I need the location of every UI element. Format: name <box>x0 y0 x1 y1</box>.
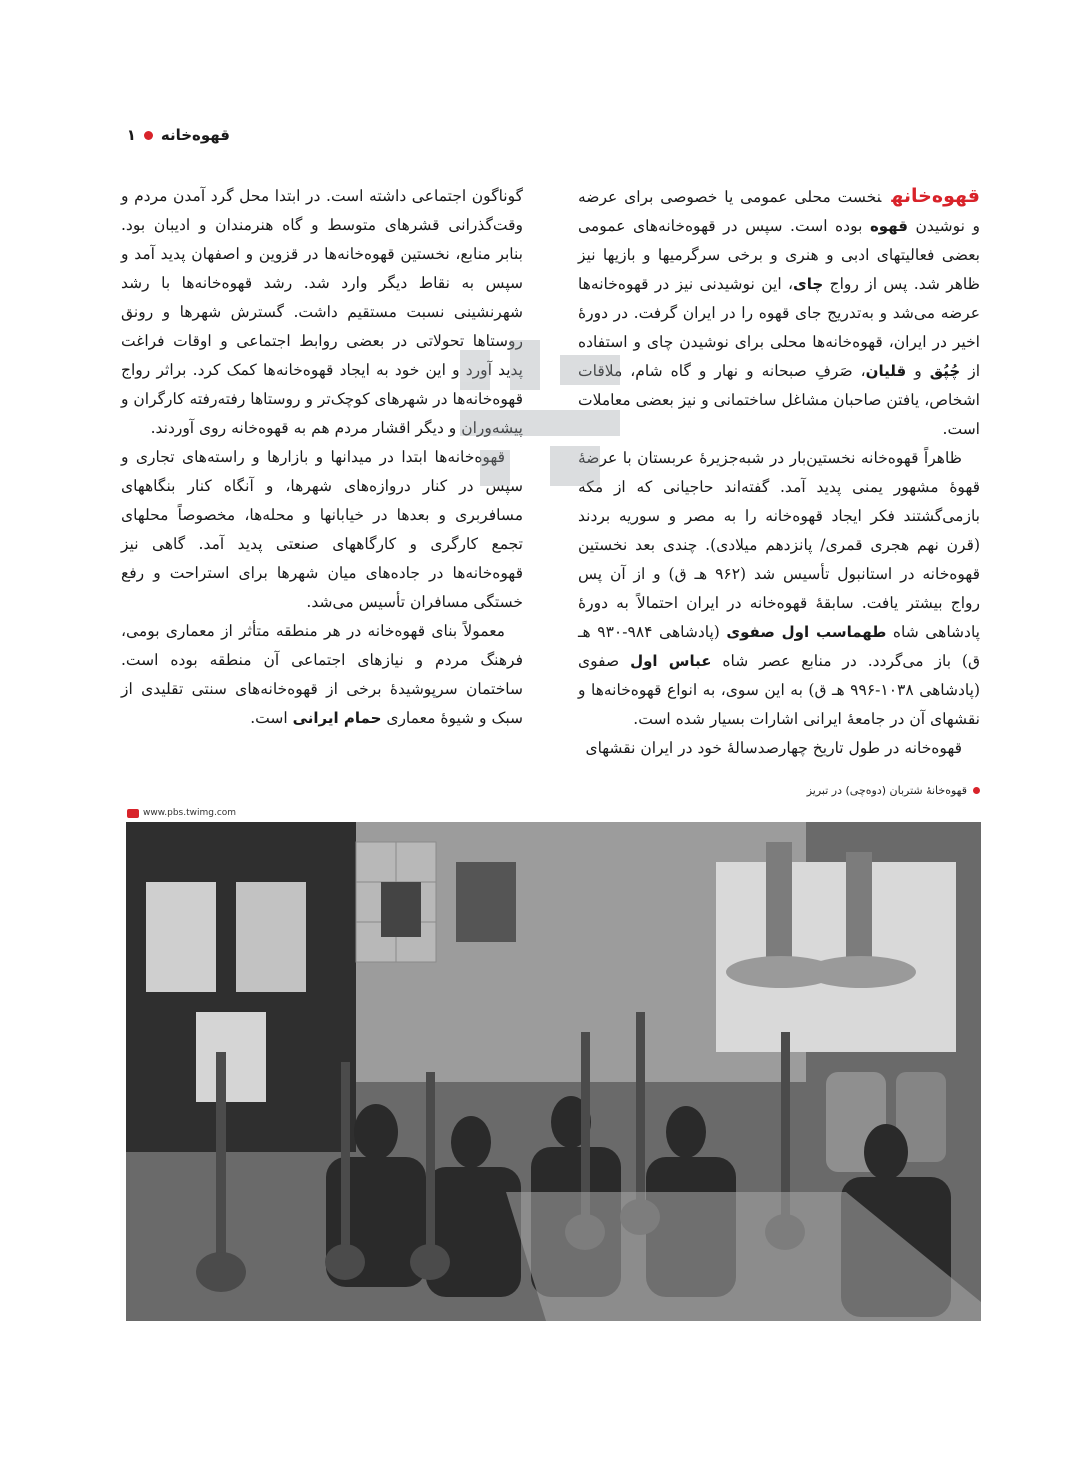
red-dot-icon <box>144 131 153 140</box>
link-abbas[interactable]: عباس اول <box>630 652 712 670</box>
paragraph-6: معمولاً بنای قهوه‌خانه در هر منطقه متأثر از معماری بومی، فرهنگ مردم و نیازهای اجتماعی آن منطقه بوده است. ساختمان سرپوشیدهٔ برخی از قهوه‌خانه‌های سنتی تقلیدی از سبک و شیوهٔ معماری حمام ایرانی است. <box>121 622 523 727</box>
photo-illustration <box>126 822 981 1321</box>
figure-caption <box>640 780 980 800</box>
header-title: قهوه‌خانه <box>160 126 230 144</box>
text-column-right <box>578 182 980 763</box>
paragraph-4: گوناگون اجتماعی داشته است. در ابتدا محل گرد آمدن مردم و وقت‌گذرانی قشرهای متوسط و گاه هنرمندان و ادیبان بود. بنابر منابع، نخستین قهوه‌خانه‌ها در قزوین و اصفهان پدید آمد و سپس به نقاط دیگر وارد شد. رشد قهوه‌خانه‌ها با رشد شهرنشینی نسبت مستقیم داشت. گسترش شهرها و رونق روستاها تحولاتی در بعضی روابط اجتماعی و اوقات فراغت پدید آورد و این خود به ایجاد قهوه‌خانه‌ها کمک کرد. براثر رواج قهوه‌خانه‌ها در شهرهای کوچک‌تر و روستاها رفته‌رفته کارگران و پیشه‌وران و دیگر اقشار مردم هم به قهوه‌خانه روی آوردند. <box>121 187 523 437</box>
link-tahmasp[interactable]: طهماسب اول صفوی <box>726 623 887 641</box>
source-url[interactable]: www.pbs.twimg.com <box>143 808 237 818</box>
paragraph-3: قهوه‌خانه در طول تاریخ چهارصدسالهٔ خود در ایران نقشهای <box>585 739 962 757</box>
paragraph-1: قهوه‌خانهنخست محلی عمومی یا خصوصی برای عرضه و نوشیدن قهوه بوده است. سپس در قهوه‌خانه‌های عمومی بعضی فعالیتهای ادبی و هنری و برخی سرگرمیها و بازیها نیز ظاهر شد. پس از رواج چای، این نوشیدنی نیز در قهوه‌خانه‌ها عرضه می‌شد و به‌تدریج جای قهوه را در ایران گرفت. در دورهٔ اخیر در ایران، قهوه‌خانه‌ها محلی برای نوشیدن چای و استفاده از چُپُق و قلیان، صَرفِ صبحانه و نهار و گاه شام، ملاقات اشخاص، یافتن صاحبان مشاغل ساختمانی و نیز بعضی معاملات است. <box>578 185 981 438</box>
link-pipe[interactable]: چُپُق <box>929 362 961 380</box>
link-tea[interactable]: چای <box>793 275 824 293</box>
image-source <box>127 806 236 820</box>
caption-text: قهوه‌خانهٔ شتربان (دوه‌چی) در تبریز <box>806 783 967 797</box>
link-hookah[interactable]: قلیان <box>865 362 907 380</box>
text-column-left <box>121 182 523 733</box>
photo-coffeehouse <box>126 822 981 1321</box>
entry-term: قهوه‌خانه <box>891 185 980 207</box>
red-dot-icon <box>973 787 980 794</box>
paragraph-2: ظاهراً قهوه‌خانه نخستین‌بار در شبه‌جزیرهٔ عربستان با عرضهٔ قهوهٔ مشهور یمنی پدید آمد. گفته‌اند حاجیانی که از مکه بازمی‌گشتند فکر ایجاد قهوه‌خانه را به مصر و سوریه بردند (قرن نهم هجری قمری/ پانزدهم میلادی). چندی بعد نخستین قهوه‌خانه در استانبول تأسیس شد (۹۶۲ هـ ق) و از آن پس رواج بیشتر یافت. سابقهٔ قهوه‌خانه در ایران احتمالاً به دورهٔ پادشاهی شاه طهماسب اول صفوی (پادشاهی ۹۸۴-۹۳۰ هـ ق) باز می‌گردد. در منابع عصر شاه عباس اول صفوی (پادشاهی ۱۰۳۸-۹۹۶ هـ ق) به این سوی، به انواع قهوه‌خانه‌ها و نقشهای آن در جامعهٔ ایرانی اشارات بسیار شده است. <box>578 449 981 728</box>
camera-icon <box>127 809 139 818</box>
link-coffee[interactable]: قهوه <box>869 217 908 235</box>
paragraph-5: قهوه‌خانه‌ها ابتدا در میدانها و بازارها و راسته‌های تجاری و سپس در کنار دروازه‌های شهرها، و آنگاه کنار بنگاههای مسافربری و بعدها در خیابانها و محله‌ها، مخصوصاً محلهای تجمع کارگری و کارگاههای صنعتی پدید آمد. گاهی نیز قهوه‌خانه‌ها در جاده‌های میان شهرها برای استراحت و رفع خستگی مسافران تأسیس می‌شد. <box>121 448 523 611</box>
page-number: ۱ <box>126 126 136 144</box>
link-iranian-bath[interactable]: حمام ایرانی <box>292 709 382 727</box>
running-header <box>120 120 230 150</box>
